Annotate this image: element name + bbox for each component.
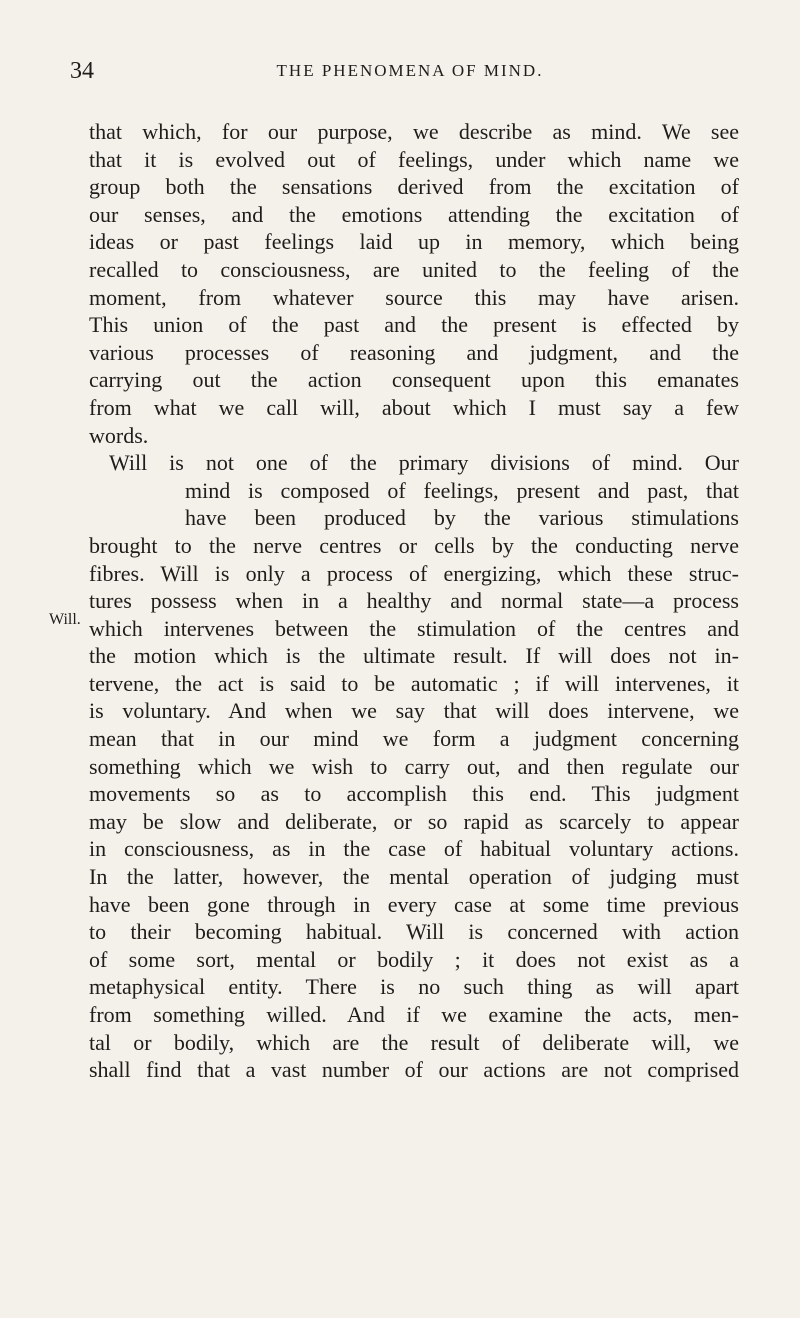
text-line: our senses, and the emotions attending the excitation of [89,201,739,227]
text-line: various processes of reasoning and judgment, and the [89,339,739,365]
text-line: which intervenes between the stimulation of the centres and [89,615,739,641]
text-line: brought to the nerve centres or cells by the conducting nerve [89,532,739,558]
text-line: mind is composed of feelings, present and past, that [185,477,739,503]
text-line: the motion which is the ultimate result. If will does not in- [89,643,739,669]
text-line: from something willed. And if we examine the acts, men- [89,1002,739,1027]
body-text [89,118,739,1084]
running-head [70,58,750,84]
text-line: In the latter, however, the mental operation of judging must [89,864,739,890]
text-line: moment, from whatever source this may have arisen. [89,284,739,310]
text-line: mean that in our mind we form a judgment concerning [89,726,739,752]
text-line: of some sort, mental or bodily ; it does not exist as a [89,946,739,972]
running-title: THE PHENOMENA OF MIND. [276,61,544,80]
text-line: tures possess when in a healthy and normal state—a process [89,588,739,614]
text-line: fibres. Will is only a process of energizing, which these struc- [89,560,739,586]
text-line: shall find that a vast number of our actions are not comprised [89,1057,739,1083]
text-line: This union of the past and the present is effected by [89,312,739,338]
text-line: is voluntary. And when we say that will does intervene, we [89,698,739,724]
text-line: metaphysical entity. There is no such thing as will apart [89,974,739,1000]
text-line: tervene, the act is said to be automatic ; if will intervenes, it [89,670,739,696]
text-line: Will is not one of the primary divisions of mind. Our [109,450,739,476]
page-number: 34 [70,58,94,84]
text-line: that it is evolved out of feelings, under which name we [89,146,739,172]
text-line: recalled to consciousness, are united to the feeling of the [89,256,739,282]
text-line: movements so as to accomplish this end. This judgment [89,781,739,807]
text-line: words. [89,422,149,448]
text-line: have been produced by the various stimulations [185,505,739,531]
text-line: ideas or past feelings laid up in memory, which being [89,229,739,255]
text-line: something which we wish to carry out, and then regulate our [89,753,739,779]
text-line: to their becoming habitual. Will is concerned with action [89,919,739,945]
text-line: may be slow and deliberate, or so rapid as scarcely to appear [89,808,739,834]
text-line: tal or bodily, which are the result of deliberate will, we [89,1029,739,1055]
text-line: from what we call will, about which I must say a few [89,394,739,420]
text-line: have been gone through in every case at some time previous [89,891,739,917]
text-line: carrying out the action consequent upon this emanates [89,367,739,393]
text-line: group both the sensations derived from the excitation of [89,174,739,200]
text-line: that which, for our purpose, we describe as mind. We see [89,119,739,144]
text-line: in consciousness, as in the case of habitual voluntary actions. [89,836,739,862]
margin-note: Will. [49,611,81,628]
